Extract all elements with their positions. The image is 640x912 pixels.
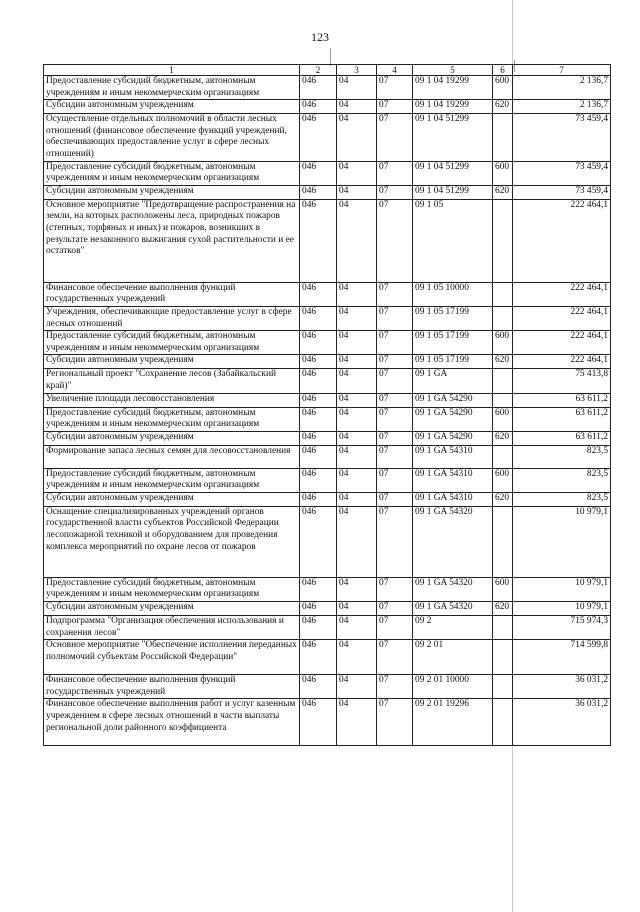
table-row	[44, 199, 611, 282]
row-type-cell: 620	[493, 602, 513, 616]
row-code-cell: 046	[300, 369, 337, 393]
row-subsection-cell: 07	[377, 306, 413, 330]
row-target-cell: 09 1 GA 54320	[413, 506, 493, 577]
row-type-cell: 600	[493, 161, 513, 185]
row-code-cell: 046	[300, 355, 337, 369]
row-subsection-cell: 07	[377, 282, 413, 306]
row-target-cell: 09 1 04 51299	[413, 161, 493, 185]
row-section-cell: 04	[337, 445, 377, 468]
row-amount-cell: 36 031,2	[513, 675, 611, 699]
column-header: 2	[300, 65, 337, 76]
row-amount-cell: 2 136,7	[513, 76, 611, 100]
row-amount-cell: 222 464,1	[513, 331, 611, 355]
column-header: 6	[493, 65, 513, 76]
row-code-cell: 046	[300, 331, 337, 355]
table-row	[44, 355, 611, 369]
row-target-cell: 09 2 01	[413, 640, 493, 675]
row-type-cell	[493, 393, 513, 407]
row-type-cell: 600	[493, 577, 513, 601]
row-name-cell: Финансовое обеспечение выполнения функций государственных учреждений	[44, 282, 300, 306]
table-row	[44, 100, 611, 114]
row-subsection-cell: 07	[377, 199, 413, 282]
row-type-cell	[493, 306, 513, 330]
table-row	[44, 492, 611, 506]
row-section-cell: 04	[337, 675, 377, 699]
row-amount-cell: 222 464,1	[513, 355, 611, 369]
column-header: 1	[44, 65, 300, 76]
row-code-cell: 046	[300, 282, 337, 306]
row-section-cell: 04	[337, 282, 377, 306]
table-row	[44, 76, 611, 100]
row-target-cell: 09 1 GA 54290	[413, 431, 493, 445]
row-name-cell: Финансовое обеспечение выполнения функций государственных учреждений	[44, 675, 300, 699]
table-row	[44, 699, 611, 746]
row-name-cell: Подпрограмма "Организация обеспечения использования и сохранения лесов"	[44, 616, 300, 640]
row-type-cell	[493, 506, 513, 577]
row-target-cell: 09 1 04 51299	[413, 185, 493, 199]
row-type-cell	[493, 640, 513, 675]
table-row	[44, 445, 611, 468]
row-target-cell: 09 1 GA 54290	[413, 407, 493, 431]
row-subsection-cell: 07	[377, 640, 413, 675]
row-name-cell: Формирование запаса лесных семян для лесовосстановления	[44, 445, 300, 468]
row-amount-cell: 715 974,3	[513, 616, 611, 640]
row-section-cell: 04	[337, 76, 377, 100]
row-subsection-cell: 07	[377, 577, 413, 601]
row-amount-cell: 10 979,1	[513, 506, 611, 577]
row-target-cell: 09 1 04 51299	[413, 114, 493, 161]
row-type-cell	[493, 675, 513, 699]
row-subsection-cell: 07	[377, 393, 413, 407]
row-subsection-cell: 07	[377, 114, 413, 161]
row-amount-cell: 222 464,1	[513, 199, 611, 282]
row-subsection-cell: 07	[377, 355, 413, 369]
row-type-cell	[493, 199, 513, 282]
row-name-cell: Основное мероприятие "Обеспечение исполнения переданных полномочий субъектам Российской Федерации"	[44, 640, 300, 675]
row-section-cell: 04	[337, 393, 377, 407]
row-subsection-cell: 07	[377, 699, 413, 746]
row-target-cell: 09 1 GA 54290	[413, 393, 493, 407]
table-body	[44, 76, 611, 746]
row-type-cell: 620	[493, 185, 513, 199]
row-section-cell: 04	[337, 492, 377, 506]
row-name-cell: Предоставление субсидий бюджетным, автономным учреждениям и иным некоммерческим организациям	[44, 407, 300, 431]
row-section-cell: 04	[337, 616, 377, 640]
table-row	[44, 282, 611, 306]
row-code-cell: 046	[300, 468, 337, 492]
row-name-cell: Осуществление отдельных полномочий в области лесных отношений (финансовое обеспечение функций учреждений, обеспечивающих предоставление услуг в сфере лесных отношений)	[44, 114, 300, 161]
table-row	[44, 616, 611, 640]
row-subsection-cell: 07	[377, 407, 413, 431]
row-subsection-cell: 07	[377, 161, 413, 185]
table-row	[44, 431, 611, 445]
table-row	[44, 468, 611, 492]
row-name-cell: Субсидии автономным учреждениям	[44, 602, 300, 616]
row-code-cell: 046	[300, 506, 337, 577]
row-target-cell: 09 1 05 10000	[413, 282, 493, 306]
row-subsection-cell: 07	[377, 331, 413, 355]
row-code-cell: 046	[300, 76, 337, 100]
table-row	[44, 675, 611, 699]
row-target-cell: 09 1 GA 54320	[413, 577, 493, 601]
row-code-cell: 046	[300, 675, 337, 699]
row-target-cell: 09 1 GA 54310	[413, 492, 493, 506]
row-type-cell	[493, 114, 513, 161]
row-section-cell: 04	[337, 431, 377, 445]
table-row	[44, 161, 611, 185]
row-type-cell: 600	[493, 76, 513, 100]
table-row	[44, 407, 611, 431]
row-subsection-cell: 07	[377, 616, 413, 640]
row-section-cell: 04	[337, 161, 377, 185]
table-row	[44, 369, 611, 393]
row-section-cell: 04	[337, 640, 377, 675]
row-subsection-cell: 07	[377, 675, 413, 699]
column-header: 4	[377, 65, 413, 76]
row-code-cell: 046	[300, 393, 337, 407]
row-target-cell: 09 1 04 19299	[413, 100, 493, 114]
row-code-cell: 046	[300, 100, 337, 114]
row-target-cell: 09 2 01 10000	[413, 675, 493, 699]
row-subsection-cell: 07	[377, 100, 413, 114]
row-code-cell: 046	[300, 431, 337, 445]
row-target-cell: 09 1 05 17199	[413, 331, 493, 355]
row-code-cell: 046	[300, 407, 337, 431]
row-name-cell: Учреждения, обеспечивающие предоставление услуг в сфере лесных отношений	[44, 306, 300, 330]
row-name-cell: Предоставление субсидий бюджетным, автономным учреждениям и иным некоммерческим организациям	[44, 161, 300, 185]
row-amount-cell: 63 611,2	[513, 393, 611, 407]
row-target-cell: 09 1 GA 54310	[413, 468, 493, 492]
row-type-cell	[493, 699, 513, 746]
row-section-cell: 04	[337, 114, 377, 161]
row-name-cell: Субсидии автономным учреждениям	[44, 355, 300, 369]
row-target-cell: 09 1 04 19299	[413, 76, 493, 100]
table-row	[44, 602, 611, 616]
row-subsection-cell: 07	[377, 445, 413, 468]
row-section-cell: 04	[337, 577, 377, 601]
row-code-cell: 046	[300, 199, 337, 282]
column-header: 3	[337, 65, 377, 76]
row-target-cell: 09 2 01 19296	[413, 699, 493, 746]
row-amount-cell: 75 413,8	[513, 369, 611, 393]
row-type-cell: 620	[493, 355, 513, 369]
row-amount-cell: 823,5	[513, 445, 611, 468]
row-name-cell: Субсидии автономным учреждениям	[44, 431, 300, 445]
page-number: 123	[311, 30, 329, 44]
row-target-cell: 09 1 GA	[413, 369, 493, 393]
row-name-cell: Предоставление субсидий бюджетным, автономным учреждениям и иным некоммерческим организациям	[44, 76, 300, 100]
row-section-cell: 04	[337, 199, 377, 282]
row-name-cell: Финансовое обеспечение выполнения работ и услуг казенным учреждением в сфере лесных отношений в части выплаты региональной доли районного коэффициента	[44, 699, 300, 746]
row-type-cell: 600	[493, 331, 513, 355]
column-header: 5	[413, 65, 493, 76]
row-amount-cell: 10 979,1	[513, 602, 611, 616]
row-code-cell: 046	[300, 306, 337, 330]
row-target-cell: 09 1 05 17199	[413, 306, 493, 330]
row-section-cell: 04	[337, 355, 377, 369]
row-amount-cell: 2 136,7	[513, 100, 611, 114]
row-target-cell: 09 1 GA 54320	[413, 602, 493, 616]
table-header-row	[44, 65, 611, 76]
row-target-cell: 09 2	[413, 616, 493, 640]
row-subsection-cell: 07	[377, 468, 413, 492]
row-type-cell: 600	[493, 407, 513, 431]
row-section-cell: 04	[337, 100, 377, 114]
table-row	[44, 306, 611, 330]
row-code-cell: 046	[300, 445, 337, 468]
row-code-cell: 046	[300, 602, 337, 616]
row-name-cell: Субсидии автономным учреждениям	[44, 492, 300, 506]
row-type-cell	[493, 282, 513, 306]
row-code-cell: 046	[300, 161, 337, 185]
table-row	[44, 114, 611, 161]
row-subsection-cell: 07	[377, 369, 413, 393]
row-code-cell: 046	[300, 616, 337, 640]
row-section-cell: 04	[337, 331, 377, 355]
row-subsection-cell: 07	[377, 602, 413, 616]
row-type-cell	[493, 445, 513, 468]
row-target-cell: 09 1 GA 54310	[413, 445, 493, 468]
row-type-cell: 620	[493, 100, 513, 114]
row-section-cell: 04	[337, 602, 377, 616]
row-name-cell: Региональный проект "Сохранение лесов (Забайкальский край)"	[44, 369, 300, 393]
row-name-cell: Увеличение площади лесовосстановления	[44, 393, 300, 407]
row-name-cell: Предоставление субсидий бюджетным, автономным учреждениям и иным некоммерческим организациям	[44, 577, 300, 601]
row-name-cell: Субсидии автономным учреждениям	[44, 185, 300, 199]
row-name-cell: Оснащение специализированных учреждений органов государственной власти субъектов Российской Федерации лесопожарной техникой и оборудованием для проведения комплекса мероприятий по охране лесов от пожаров	[44, 506, 300, 577]
table-row	[44, 506, 611, 577]
row-section-cell: 04	[337, 185, 377, 199]
row-amount-cell: 714 599,8	[513, 640, 611, 675]
budget-table	[43, 64, 611, 746]
row-subsection-cell: 07	[377, 506, 413, 577]
row-section-cell: 04	[337, 306, 377, 330]
row-target-cell: 09 1 05 17199	[413, 355, 493, 369]
row-name-cell: Основное мероприятие "Предотвращение распространения на земли, на которых расположены леса, природных пожаров (степных, торфяных и иных) и пожаров, возникших в результате незаконного выжигания сухой растительности и ее остатков"	[44, 199, 300, 282]
table-row	[44, 640, 611, 675]
row-code-cell: 046	[300, 185, 337, 199]
table-row	[44, 185, 611, 199]
row-amount-cell: 73 459,4	[513, 185, 611, 199]
table-row	[44, 393, 611, 407]
row-type-cell: 620	[493, 431, 513, 445]
row-name-cell: Предоставление субсидий бюджетным, автономным учреждениям и иным некоммерческим организациям	[44, 468, 300, 492]
row-section-cell: 04	[337, 407, 377, 431]
row-amount-cell: 73 459,4	[513, 161, 611, 185]
row-amount-cell: 63 611,2	[513, 431, 611, 445]
row-amount-cell: 222 464,1	[513, 282, 611, 306]
row-amount-cell: 36 031,2	[513, 699, 611, 746]
row-name-cell: Субсидии автономным учреждениям	[44, 100, 300, 114]
row-subsection-cell: 07	[377, 76, 413, 100]
row-code-cell: 046	[300, 640, 337, 675]
row-code-cell: 046	[300, 492, 337, 506]
row-subsection-cell: 07	[377, 492, 413, 506]
row-amount-cell: 10 979,1	[513, 577, 611, 601]
row-type-cell: 600	[493, 468, 513, 492]
row-section-cell: 04	[337, 468, 377, 492]
row-type-cell	[493, 369, 513, 393]
row-section-cell: 04	[337, 699, 377, 746]
row-section-cell: 04	[337, 369, 377, 393]
row-amount-cell: 222 464,1	[513, 306, 611, 330]
row-amount-cell: 73 459,4	[513, 114, 611, 161]
table-row	[44, 331, 611, 355]
table-row	[44, 577, 611, 601]
row-amount-cell: 63 611,2	[513, 407, 611, 431]
row-subsection-cell: 07	[377, 185, 413, 199]
row-target-cell: 09 1 05	[413, 199, 493, 282]
row-name-cell: Предоставление субсидий бюджетным, автономным учреждениям и иным некоммерческим организациям	[44, 331, 300, 355]
column-header: 7	[513, 65, 611, 76]
row-code-cell: 046	[300, 114, 337, 161]
row-type-cell	[493, 616, 513, 640]
row-amount-cell: 823,5	[513, 492, 611, 506]
row-amount-cell: 823,5	[513, 468, 611, 492]
row-code-cell: 046	[300, 577, 337, 601]
row-subsection-cell: 07	[377, 431, 413, 445]
row-section-cell: 04	[337, 506, 377, 577]
row-type-cell: 620	[493, 492, 513, 506]
row-code-cell: 046	[300, 699, 337, 746]
